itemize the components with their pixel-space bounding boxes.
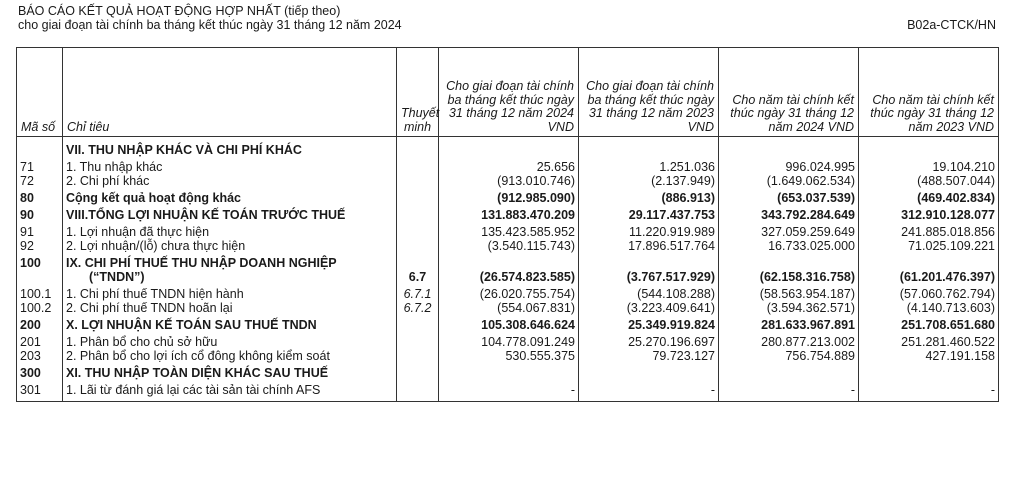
row-code: 100.1: [17, 284, 63, 301]
row-value-y2024: 756.754.889: [719, 349, 859, 363]
row-note: [397, 315, 439, 332]
row-code: 90: [17, 205, 63, 222]
row-value-y2023: (469.402.834): [859, 188, 999, 205]
table-row: [17, 174, 999, 188]
row-label: XI. THU NHẬP TOÀN DIỆN KHÁC SAU THUẾ: [63, 363, 397, 380]
row-note: [397, 363, 439, 380]
col-header-y2023: Cho năm tài chính kết thúc ngày 31 tháng 12 năm 2023 VND: [859, 48, 999, 137]
row-code: 200: [17, 315, 63, 332]
row-value-q2023: 25.270.196.697: [579, 332, 719, 349]
row-note: [397, 157, 439, 174]
row-value-q2024: (3.540.115.743): [439, 239, 579, 253]
table-row: [17, 205, 999, 222]
report-subtitle: cho giai đoạn tài chính ba tháng kết thúc ngày 31 tháng 12 năm 2024: [18, 18, 402, 32]
row-value-q2024: (554.067.831): [439, 301, 579, 315]
row-value-y2023: [859, 363, 999, 380]
row-label: 1. Lợi nhuận đã thực hiện: [63, 222, 397, 239]
report-header: [18, 4, 402, 32]
row-value-y2023: 241.885.018.856: [859, 222, 999, 239]
row-value-y2023: (4.140.713.603): [859, 301, 999, 315]
row-label: 1. Phân bổ cho chủ sở hữu: [63, 332, 397, 349]
table-row: [17, 239, 999, 253]
row-label: Cộng kết quả hoạt động khác: [63, 188, 397, 205]
table-row: [17, 157, 999, 174]
row-label: 2. Chi phí thuế TNDN hoãn lại: [63, 301, 397, 315]
row-label: VII. THU NHẬP KHÁC VÀ CHI PHÍ KHÁC: [63, 137, 397, 158]
row-value-q2023: 79.723.127: [579, 349, 719, 363]
row-value-q2023: (3.767.517.929): [579, 253, 719, 284]
row-value-q2023: (3.223.409.641): [579, 301, 719, 315]
table-header-row: [17, 48, 999, 137]
col-header-thuyet-minh: Thuyết minh: [397, 48, 439, 137]
table-row: [17, 301, 999, 315]
row-label: [63, 253, 397, 284]
row-label: VIII.TỔNG LỢI NHUẬN KẾ TOÁN TRƯỚC THUẾ: [63, 205, 397, 222]
row-value-q2023: (2.137.949): [579, 174, 719, 188]
row-note: [397, 239, 439, 253]
table-row: [17, 188, 999, 205]
report-title: BÁO CÁO KẾT QUẢ HOẠT ĐỘNG HỢP NHẤT (tiếp theo): [18, 4, 341, 18]
row-value-y2024: 280.877.213.002: [719, 332, 859, 349]
row-note: [397, 349, 439, 363]
col-header-q2024: Cho giai đoạn tài chính ba tháng kết thúc ngày 31 tháng 12 năm 2024 VND: [439, 48, 579, 137]
row-code: 71: [17, 157, 63, 174]
row-value-q2023: 17.896.517.764: [579, 239, 719, 253]
col-header-ma-so: Mã số: [17, 48, 63, 137]
row-value-q2023: (544.108.288): [579, 284, 719, 301]
row-value-q2023: -: [579, 380, 719, 402]
row-value-y2023: 251.281.460.522: [859, 332, 999, 349]
row-label: 2. Phân bổ cho lợi ích cổ đông không kiểm soát: [63, 349, 397, 363]
row-code: 100.2: [17, 301, 63, 315]
col-header-chi-tieu: Chỉ tiêu: [63, 48, 397, 137]
row-note: [397, 174, 439, 188]
row-value-q2023: 29.117.437.753: [579, 205, 719, 222]
row-value-y2023: (57.060.762.794): [859, 284, 999, 301]
row-note: 6.7: [397, 253, 439, 284]
row-value-y2024: 343.792.284.649: [719, 205, 859, 222]
row-value-y2023: (488.507.044): [859, 174, 999, 188]
row-value-y2023: -: [859, 380, 999, 402]
row-note: [397, 332, 439, 349]
row-value-q2024: (26.574.823.585): [439, 253, 579, 284]
row-value-q2024: (26.020.755.754): [439, 284, 579, 301]
row-value-q2024: 105.308.646.624: [439, 315, 579, 332]
row-note: [397, 222, 439, 239]
table-row: [17, 315, 999, 332]
row-value-y2023: 427.191.158: [859, 349, 999, 363]
row-value-q2023: (886.913): [579, 188, 719, 205]
row-value-y2023: 71.025.109.221: [859, 239, 999, 253]
row-value-q2023: [579, 137, 719, 158]
row-value-y2023: 19.104.210: [859, 157, 999, 174]
table-row: [17, 222, 999, 239]
row-label: 1. Thu nhập khác: [63, 157, 397, 174]
row-value-y2024: 281.633.967.891: [719, 315, 859, 332]
row-code: 201: [17, 332, 63, 349]
row-code: 301: [17, 380, 63, 402]
row-code: 100: [17, 253, 63, 284]
row-value-q2024: 131.883.470.209: [439, 205, 579, 222]
row-label-line1: IX. CHI PHÍ THUẾ THU NHẬP DOANH NGHIỆP: [66, 256, 337, 270]
row-code: 91: [17, 222, 63, 239]
row-value-q2024: 104.778.091.249: [439, 332, 579, 349]
form-code: B02a-CTCK/HN: [907, 18, 996, 32]
row-value-q2023: 11.220.919.989: [579, 222, 719, 239]
row-code: 300: [17, 363, 63, 380]
col-header-y2024: Cho năm tài chính kết thúc ngày 31 tháng 12 năm 2024 VND: [719, 48, 859, 137]
row-value-q2024: (913.010.746): [439, 174, 579, 188]
row-value-q2024: [439, 363, 579, 380]
row-code: 72: [17, 174, 63, 188]
row-value-y2023: 251.708.651.680: [859, 315, 999, 332]
row-value-y2024: 16.733.025.000: [719, 239, 859, 253]
row-code: 92: [17, 239, 63, 253]
row-value-q2023: [579, 363, 719, 380]
row-value-y2023: 312.910.128.077: [859, 205, 999, 222]
row-note: [397, 380, 439, 402]
row-value-y2024: (62.158.316.758): [719, 253, 859, 284]
table-row: [17, 349, 999, 363]
row-label: 2. Chi phí khác: [63, 174, 397, 188]
row-label: X. LỢI NHUẬN KẾ TOÁN SAU THUẾ TNDN: [63, 315, 397, 332]
row-note: 6.7.1: [397, 284, 439, 301]
row-value-q2024: (912.985.090): [439, 188, 579, 205]
row-value-y2023: (61.201.476.397): [859, 253, 999, 284]
income-statement-table: [16, 47, 999, 402]
row-note: [397, 137, 439, 158]
row-value-y2024: (653.037.539): [719, 188, 859, 205]
row-value-q2023: 1.251.036: [579, 157, 719, 174]
row-code: [17, 137, 63, 158]
row-note: [397, 205, 439, 222]
row-value-y2024: (58.563.954.187): [719, 284, 859, 301]
table-row: [17, 284, 999, 301]
row-value-q2024: 25.656: [439, 157, 579, 174]
row-value-y2024: -: [719, 380, 859, 402]
row-label: 1. Lãi từ đánh giá lại các tài sản tài chính AFS: [63, 380, 397, 402]
row-value-y2024: (3.594.362.571): [719, 301, 859, 315]
table-row: [17, 137, 999, 158]
row-value-q2024: [439, 137, 579, 158]
table-row: [17, 253, 999, 284]
row-value-q2024: -: [439, 380, 579, 402]
row-label: 2. Lợi nhuận/(lỗ) chưa thực hiện: [63, 239, 397, 253]
row-value-y2024: 996.024.995: [719, 157, 859, 174]
row-value-y2024: (1.649.062.534): [719, 174, 859, 188]
table-row: [17, 363, 999, 380]
row-label-line2: (“TNDN”): [89, 270, 145, 284]
row-code: 80: [17, 188, 63, 205]
row-value-q2023: 25.349.919.824: [579, 315, 719, 332]
row-note: 6.7.2: [397, 301, 439, 315]
row-value-y2024: [719, 137, 859, 158]
table-row: [17, 380, 999, 402]
row-value-y2023: [859, 137, 999, 158]
row-value-y2024: 327.059.259.649: [719, 222, 859, 239]
row-value-q2024: 530.555.375: [439, 349, 579, 363]
row-note: [397, 188, 439, 205]
row-label: 1. Chi phí thuế TNDN hiện hành: [63, 284, 397, 301]
table-row: [17, 332, 999, 349]
col-header-q2023: Cho giai đoạn tài chính ba tháng kết thúc ngày 31 tháng 12 năm 2023 VND: [579, 48, 719, 137]
row-code: 203: [17, 349, 63, 363]
row-value-y2024: [719, 363, 859, 380]
row-value-q2024: 135.423.585.952: [439, 222, 579, 239]
